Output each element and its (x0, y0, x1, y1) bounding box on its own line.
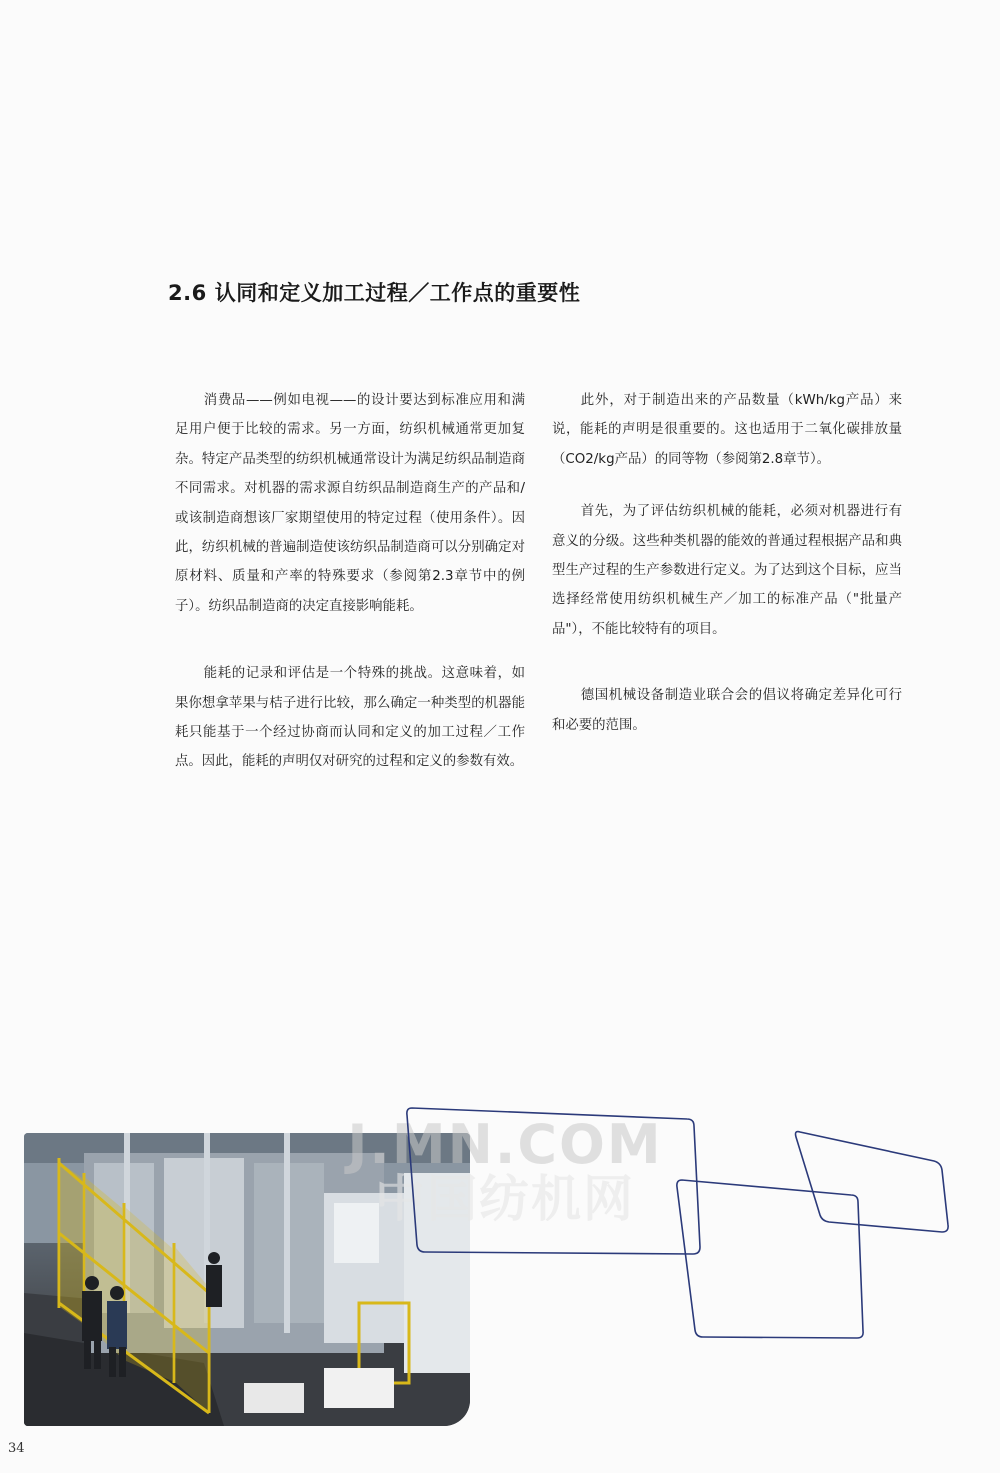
section-title: 认同和定义加工过程／工作点的重要性 (214, 281, 581, 305)
paragraph: 消费品——例如电视——的设计要达到标准应用和满足用户便于比较的需求。另一方面，纺织机械通常更加复杂。特定产品类型的纺织机械通常设计为满足纺织品制造商不同需求。对机器的需求源自纺织品制造商生产的产品和/或该制造商想该厂家期望使用的特定过程（使用条件）。因此，纺织机械的普遍制造使该纺织品制造商可以分别确定对原材料、质量和产率的特殊要求（参阅第2.3章节中的例子）。纺织品制造商的决定直接影响能耗。 (175, 393, 525, 614)
frame-outline (796, 1132, 949, 1232)
paragraph: 德国机械设备制造业联合会的倡议将确定差异化可行和必要的范围。 (552, 688, 902, 733)
right-text-column (552, 386, 902, 740)
paragraph: 能耗的记录和评估是一个特殊的挑战。这意味着，如果你想拿苹果与桔子进行比较，那么确定一种类型的机器能耗只能基于一个经过协商而认同和定义的加工过程／工作点。因此，能耗的声明仅对研究的过程和定义的参数有效。 (175, 666, 525, 770)
section-heading (168, 277, 580, 307)
page-number: 34 (8, 1441, 25, 1456)
paragraph: 首先，为了评估纺织机械的能耗，必须对机器进行有意义的分级。这些种类机器的能效的普通过程根据产品和典型生产过程的生产参数进行定义。为了达到这个目标，应当选择经常使用纺织机械生产／加工的标准产品（"批量产品"），不能比较特有的项目。 (552, 504, 902, 637)
section-number: 2.6 (168, 281, 207, 305)
watermark-line1: J.MN.COM (347, 1113, 663, 1176)
paragraph: 此外，对于制造出来的产品数量（kWh/kg产品）来说，能耗的声明是很重要的。这也适用于二氧化碳排放量（CO2/kg产品）的同等物（参阅第2.8章节）。 (552, 393, 902, 467)
watermark-line2: 中国纺机网 (375, 1170, 635, 1228)
left-text-column (175, 386, 525, 777)
watermark (300, 1113, 710, 1228)
